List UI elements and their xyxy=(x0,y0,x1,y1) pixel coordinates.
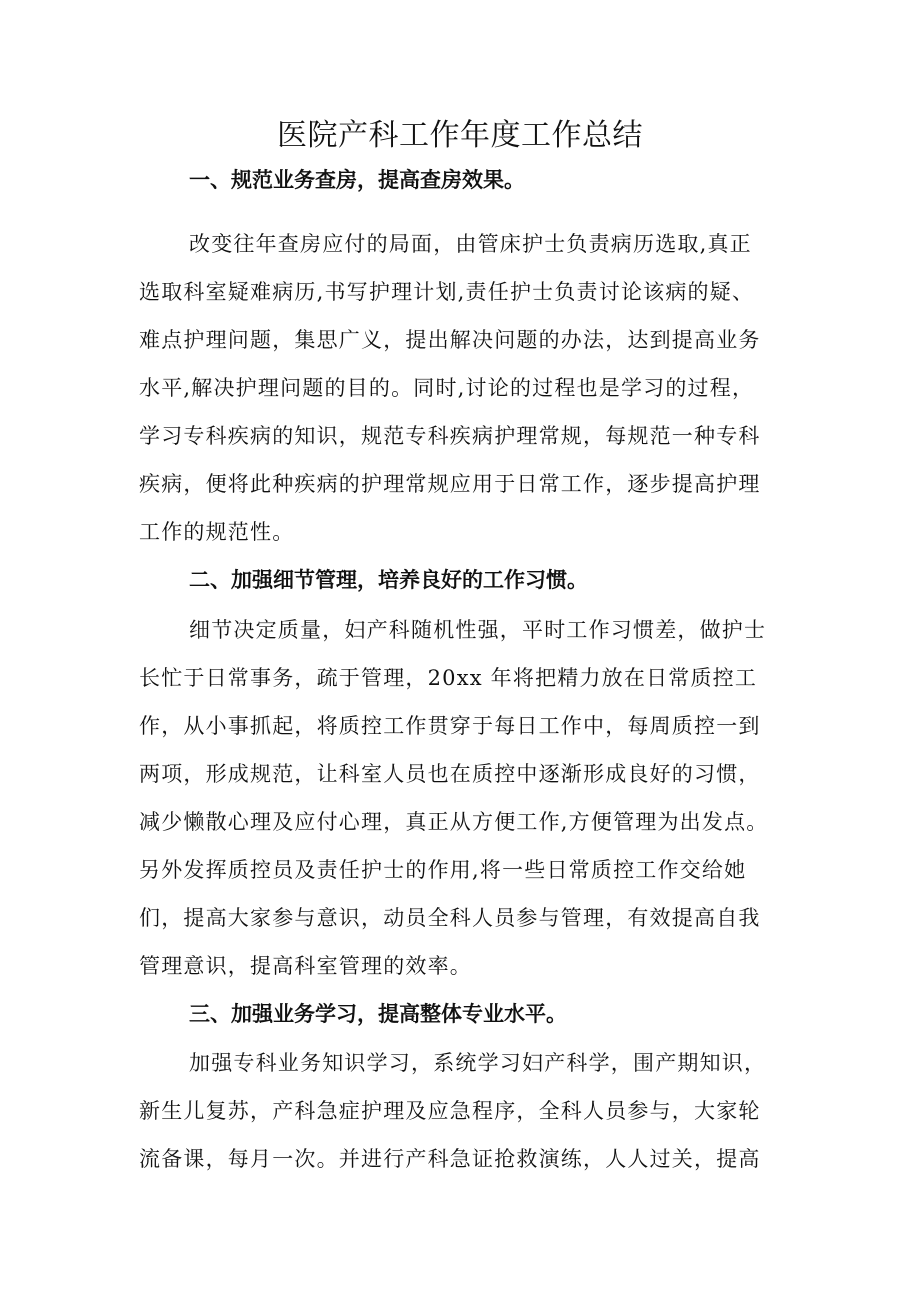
paragraph-line: 工作的规范性。 xyxy=(139,520,295,544)
document-title: 医院产科工作年度工作总结 xyxy=(277,118,643,153)
section-heading-2: 二、加强细节管理，培养良好的工作习惯。 xyxy=(189,568,588,592)
paragraph-line: 疾病，便将此种疾病的护理常规应用于日常工作，逐步提高护理 xyxy=(139,472,761,496)
paragraph-line: 长忙于日常事务，疏于管理，20xx 年将把精力放在日常质控工 xyxy=(139,666,758,690)
section-heading-1: 一、规范业务查房，提高查房效果。 xyxy=(189,168,525,192)
paragraph-line: 们，提高大家参与意识，动员全科人员参与管理，有效提高自我 xyxy=(139,906,761,930)
section-heading-3: 三、加强业务学习，提高整体专业水平。 xyxy=(189,1002,567,1026)
paragraph-line: 作，从小事抓起，将质控工作贯穿于每日工作中，每周质控一到 xyxy=(139,714,761,738)
paragraph-line: 流备课，每月一次。并进行产科急证抢救演练，人人过关，提高 xyxy=(139,1147,761,1171)
section-paragraph-1 xyxy=(139,220,795,556)
paragraph-line: 管理意识，提高科室管理的效率。 xyxy=(139,954,472,978)
paragraph-line: 两项，形成规范，让科室人员也在质控中逐渐形成良好的习惯， xyxy=(139,762,761,786)
paragraph-line: 学习专科疾病的知识，规范专科疾病护理常规，每规范一种专科 xyxy=(139,424,761,448)
section-paragraph-2 xyxy=(139,606,795,990)
paragraph-line: 水平,解决护理问题的目的。同时,讨论的过程也是学习的过程， xyxy=(139,376,755,400)
paragraph-line: 难点护理问题，集思广义，提出解决问题的办法，达到提高业务 xyxy=(139,328,761,352)
paragraph-line: 改变往年查房应付的局面，由管床护士负责病历选取,真正 xyxy=(189,232,752,256)
paragraph-line: 选取科室疑难病历,书写护理计划,责任护士负责讨论该病的疑、 xyxy=(139,280,755,304)
paragraph-line: 新生儿复苏，产科急症护理及应急程序，全科人员参与，大家轮 xyxy=(139,1099,761,1123)
paragraph-line: 另外发挥质控员及责任护士的作用,将一些日常质控工作交给她 xyxy=(139,858,747,882)
paragraph-line: 细节决定质量，妇产科随机性强，平时工作习惯差，做护士 xyxy=(189,618,767,642)
paragraph-line: 加强专科业务知识学习，系统学习妇产科学，围产期知识， xyxy=(189,1051,767,1075)
paragraph-line: 减少懒散心理及应付心理，真正从方便工作,方便管理为出发点。 xyxy=(139,810,769,834)
section-paragraph-3 xyxy=(139,1039,795,1183)
